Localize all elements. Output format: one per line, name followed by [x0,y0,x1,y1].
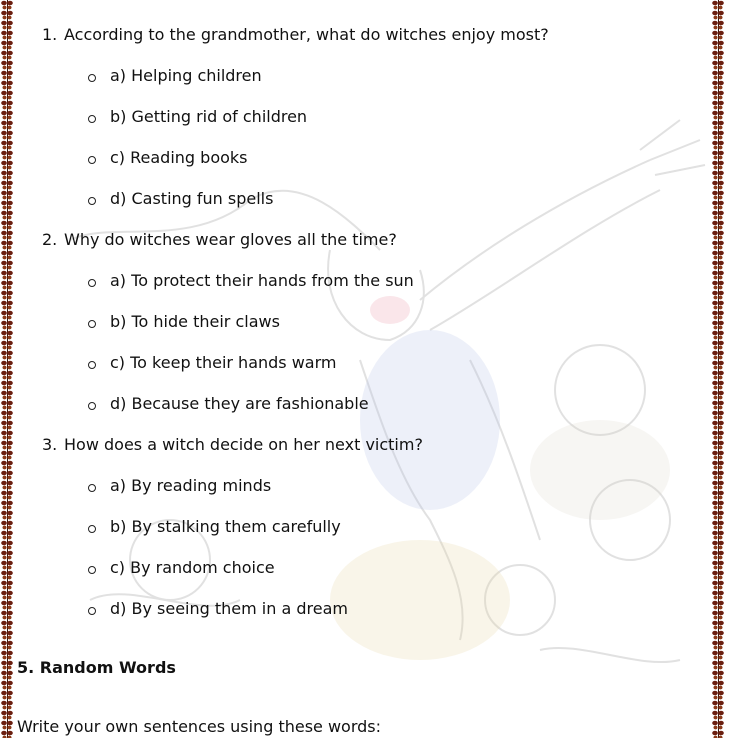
bullet-icon [88,156,96,164]
option-text: c) Reading books [110,148,248,167]
option-text: c) By random choice [110,558,275,577]
bullet-icon [88,525,96,533]
question-number: 2. [42,230,58,249]
question-3 [42,435,423,455]
bullet-icon [88,320,96,328]
option-text: b) To hide their claws [110,312,280,331]
question-3-option-d [88,599,348,619]
bullet-icon [88,74,96,82]
option-text: a) To protect their hands from the sun [110,271,414,290]
option-text: d) Casting fun spells [110,189,274,208]
question-2-option-a [88,271,414,291]
bullet-icon [88,197,96,205]
option-text: d) Because they are fashionable [110,394,369,413]
question-2 [42,230,397,250]
question-2-option-b [88,312,280,332]
bullet-icon [88,115,96,123]
question-number: 3. [42,435,58,454]
question-1-option-c [88,148,248,168]
option-text: b) By stalking them carefully [110,517,341,536]
option-text: d) By seeing them in a dream [110,599,348,618]
question-1 [42,25,549,45]
bullet-icon [88,402,96,410]
question-3-option-c [88,558,275,578]
option-text: b) Getting rid of children [110,107,308,126]
question-2-option-c [88,353,336,373]
bullet-icon [88,566,96,574]
section-instruction: Write your own sentences using these words: [17,717,382,736]
question-1-option-a [88,66,262,86]
question-1-option-b [88,107,307,127]
question-3-option-b [88,517,341,537]
bullet-icon [88,607,96,615]
bullet-icon [88,484,96,492]
option-text: c) To keep their hands warm [110,353,337,372]
bullet-icon [88,361,96,369]
section-heading: 5. Random Words [17,658,176,677]
option-text: a) By reading minds [110,476,272,495]
question-2-option-d [88,394,369,414]
question-text: Why do witches wear gloves all the time? [64,230,397,249]
question-text: According to the grandmother, what do witches enjoy most? [64,25,549,44]
question-number: 1. [42,25,58,44]
bullet-icon [88,279,96,287]
question-3-option-a [88,476,271,496]
option-text: a) Helping children [110,66,262,85]
question-text: How does a witch decide on her next victim? [64,435,423,454]
question-1-option-d [88,189,273,209]
